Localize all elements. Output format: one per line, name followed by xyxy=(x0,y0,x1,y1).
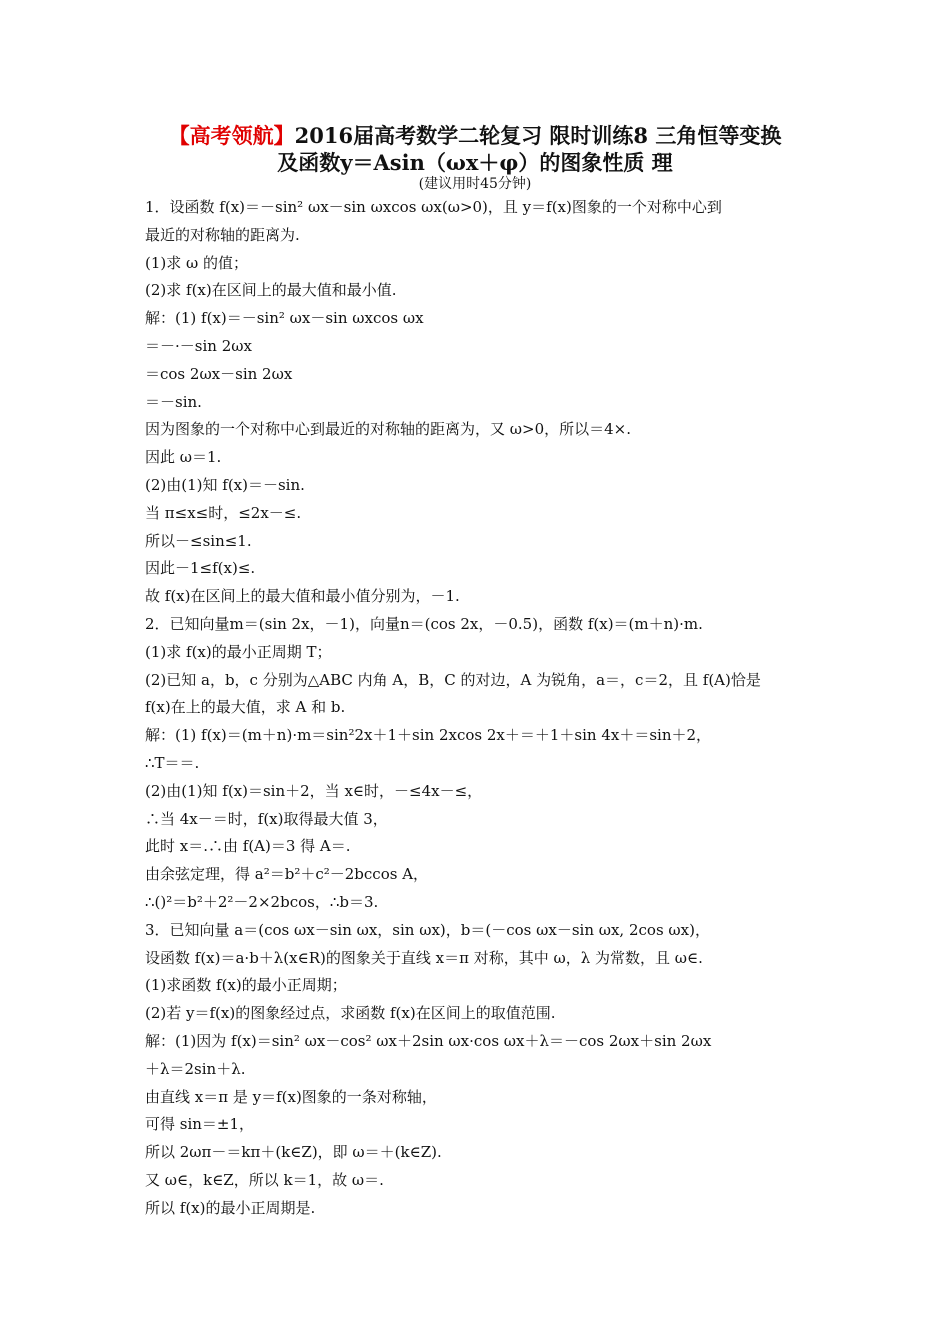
text-line: 又 ω∈，k∈Z，所以 k＝1，故 ω＝. xyxy=(145,1170,384,1189)
text-line: 可得 sin＝±1， xyxy=(145,1115,255,1134)
text-line: 所以 2ωπ－＝kπ＋(k∈Z)，即 ω＝＋(k∈Z). xyxy=(145,1143,442,1162)
title-line-2: 及函数y＝Asin（ωx＋φ）的图象性质 理 xyxy=(277,150,673,175)
title-bracket: 【高考领航】 xyxy=(168,123,295,148)
title-main: 2016届高考数学二轮复习 限时训练8 三角恒等变换 xyxy=(294,123,782,148)
text-line: 解：(1) f(x)＝－sin² ωx－sin ωxcos ωx xyxy=(145,309,424,328)
text-line: (2)已知 a，b，c 分别为△ABC 内角 A，B，C 的对边，A 为锐角，a＝，c＝2，且 f(A)恰是 xyxy=(145,670,761,689)
text-line: 最近的对称轴的距离为. xyxy=(145,225,300,244)
text-line: 1．设函数 f(x)＝－sin² ωx－sin ωxcos ωx(ω>0)，且 y＝f(x)图象的一个对称中心到 xyxy=(145,198,722,216)
text-line: (2)求 f(x)在区间上的最大值和最小值. xyxy=(145,281,397,300)
suggested-time: (建议用时45分钟) xyxy=(418,176,532,192)
text-line: (1)求 f(x)的最小正周期 T； xyxy=(145,642,332,661)
text-line: 所以 f(x)的最小正周期是. xyxy=(145,1198,316,1217)
text-line: (1)求 ω 的值； xyxy=(145,253,249,272)
text-line: 所以－≤sin≤1. xyxy=(145,531,252,550)
text-line: 解：(1) f(x)＝(m＋n)·m＝sin²2x＋1＋sin 2xcos 2x＋＝＋1＋sin 4x＋＝sin＋2， xyxy=(145,726,712,745)
text-line: (1)求函数 f(x)的最小正周期； xyxy=(145,976,347,995)
text-line: 因为图象的一个对称中心到最近的对称轴的距离为，又 ω>0，所以＝4×. xyxy=(145,420,631,439)
text-line: (2)由(1)知 f(x)＝sin＋2，当 x∈时，－≤4x－≤， xyxy=(145,781,483,800)
body-text xyxy=(145,194,815,1222)
text-line: ∴()²＝b²＋2²－2×2bcos，∴b＝3. xyxy=(145,892,379,911)
text-line: 2．已知向量m＝(sin 2x，－1)，向量n＝(cos 2x，－0.5)，函数 f(x)＝(m＋n)·m. xyxy=(145,614,703,633)
text-line: 由直线 x＝π 是 y＝f(x)图象的一条对称轴， xyxy=(145,1087,437,1106)
text-line: 故 f(x)在区间上的最大值和最小值分别为，－1. xyxy=(145,587,460,606)
text-line: 设函数 f(x)＝a·b＋λ(x∈R)的图象关于直线 x＝π 对称，其中 ω，λ 为常数，且 ω∈. xyxy=(145,948,703,967)
text-line: 3．已知向量 a＝(cos ωx－sin ωx，sin ωx)，b＝(－cos ωx－sin ωx, 2cos ωx)， xyxy=(145,920,710,939)
text-line: 因此 ω＝1. xyxy=(145,448,222,467)
text-line: 因此－1≤f(x)≤. xyxy=(145,559,256,578)
text-line: f(x)在上的最大值，求 A 和 b. xyxy=(145,698,346,717)
text-line: ∴当 4x－＝时，f(x)取得最大值 3， xyxy=(145,809,388,828)
text-line: 解：(1)因为 f(x)＝sin² ωx－cos² ωx＋2sin ωx·cos ωx＋λ＝－cos 2ωx＋sin 2ωx xyxy=(145,1031,712,1050)
text-line: 当 π≤x≤时，≤2x－≤. xyxy=(145,503,302,522)
text-line: ∴T＝＝. xyxy=(145,753,200,772)
text-line: ＝－·－sin 2ωx xyxy=(145,336,252,355)
text-line: (2)若 y＝f(x)的图象经过点，求函数 f(x)在区间上的取值范围. xyxy=(145,1004,556,1023)
text-line: (2)由(1)知 f(x)＝－sin. xyxy=(145,475,305,494)
text-line: ＝cos 2ωx－sin 2ωx xyxy=(145,364,293,383)
text-line: ＋λ＝2sin＋λ. xyxy=(145,1059,246,1078)
text-line: 此时 x＝.∴由 f(A)＝3 得 A＝. xyxy=(145,837,351,856)
text-line: 由余弦定理，得 a²＝b²＋c²－2bccos A， xyxy=(145,865,429,884)
title-line-1 xyxy=(120,122,830,150)
text-line: ＝－sin. xyxy=(145,392,202,411)
